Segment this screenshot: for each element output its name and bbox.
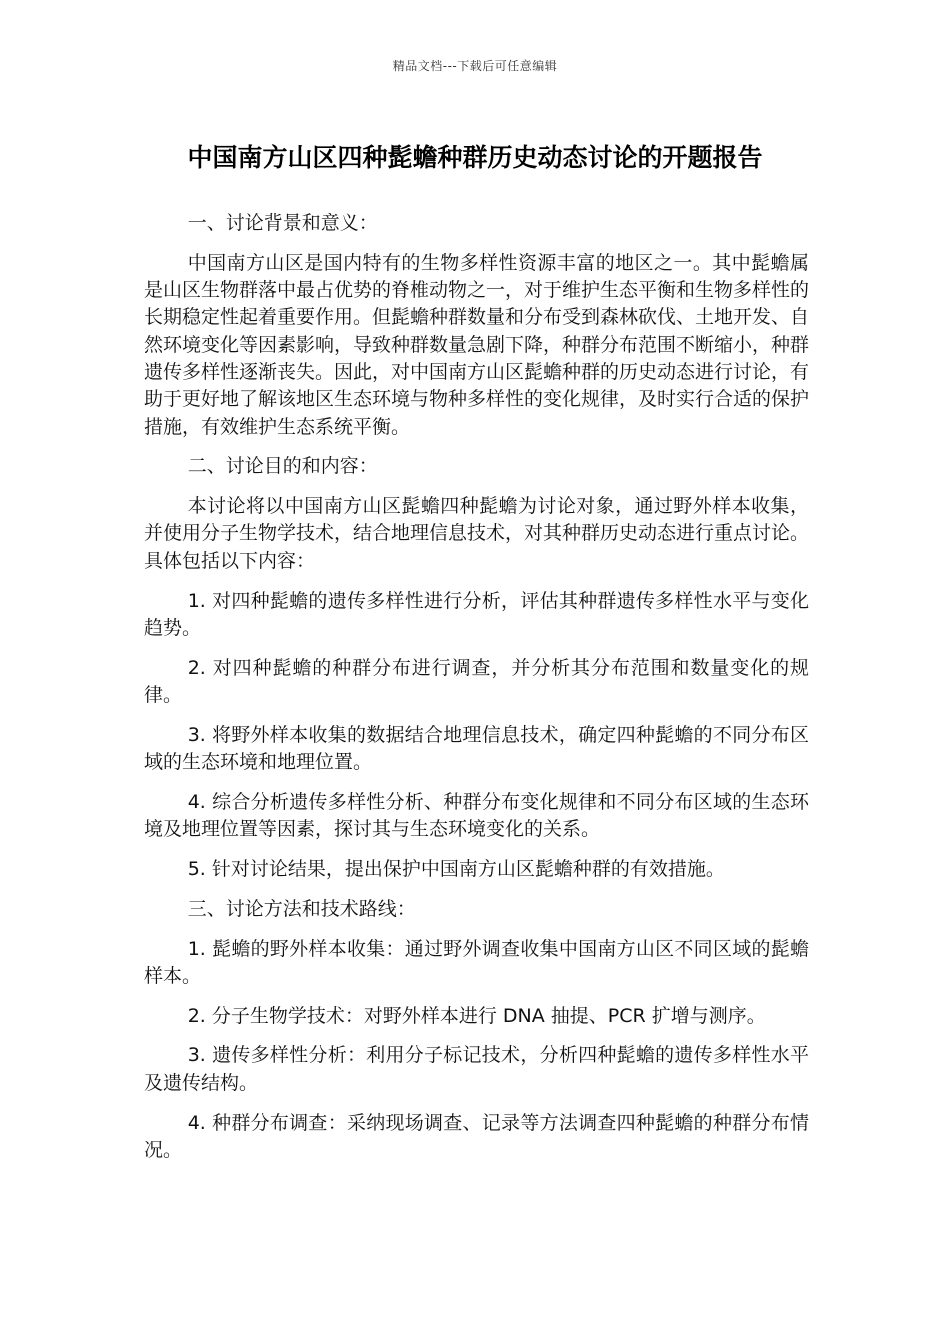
paragraph-objectives-intro: 本讨论将以中国南方山区髭蟾四种髭蟾为讨论对象，通过野外样本收集，并使用分子生物学技术，结合地理信息技术，对其种群历史动态进行重点讨论。具体包括以下内容： [144,495,810,572]
document-body [144,210,809,1177]
list-item-objective-5: 5. 针对讨论结果，提出保护中国南方山区髭蟾种群的有效措施。 [187,857,725,880]
page-header-note: 精品文档---下载后可任意编辑 [392,59,558,73]
list-item-objective-4: 4. 综合分析遗传多样性分析、种群分布变化规律和不同分布区域的生态环境及地理位置等因素，探讨其与生态环境变化的关系。 [144,790,809,841]
list-item-objective-3: 3. 将野外样本收集的数据结合地理信息技术，确定四种髭蟾的不同分布区域的生态环境和地理位置。 [144,723,809,774]
section-heading-methods: 三、讨论方法和技术路线： [187,897,416,920]
list-item-objective-2: 2. 对四种髭蟾的种群分布进行调查，并分析其分布范围和数量变化的规律。 [144,656,809,706]
list-item-method-1: 1. 髭蟾的野外样本收集：通过野外调查收集中国南方山区不同区域的髭蟾样本。 [144,937,809,987]
section-heading-background: 一、讨论背景和意义： [187,212,378,234]
list-item-objective-1: 1. 对四种髭蟾的遗传多样性进行分析，评估其种群遗传多样性水平与变化趋势。 [144,589,809,639]
list-item-method-3: 3. 遗传多样性分析：利用分子标记技术，分析四种髭蟾的遗传多样性水平及遗传结构。 [144,1044,809,1094]
list-item-method-4: 4. 种群分布调查：采纳现场调查、记录等方法调查四种髭蟾的种群分布情况。 [144,1111,809,1161]
list-item-method-2: 2. 分子生物学技术：对野外样本进行 DNA 抽提、PCR 扩增与测序。 [187,1004,766,1027]
paragraph-background: 中国南方山区是国内特有的生物多样性资源丰富的地区之一。其中髭蟾属是山区生物群落中最占优势的脊椎动物之一，对于维护生态平衡和生物多样性的长期稳定性起着重要作用。但髭蟾种群数量和分布受到森林砍伐、土地开发、自然环境变化等因素影响，导致种群数量急剧下降，种群分布范围不断缩小，种群遗传多样性逐渐丧失。因此，对中国南方山区髭蟾种群的历史动态进行讨论，有助于更好地了解该地区生态环境与物种多样性的变化规律，及时实行合适的保护措施，有效维护生态系统平衡。 [144,251,810,438]
document-title: 中国南方山区四种髭蟾种群历史动态讨论的开题报告 [187,143,763,172]
section-heading-objectives: 二、讨论目的和内容： [187,455,378,478]
